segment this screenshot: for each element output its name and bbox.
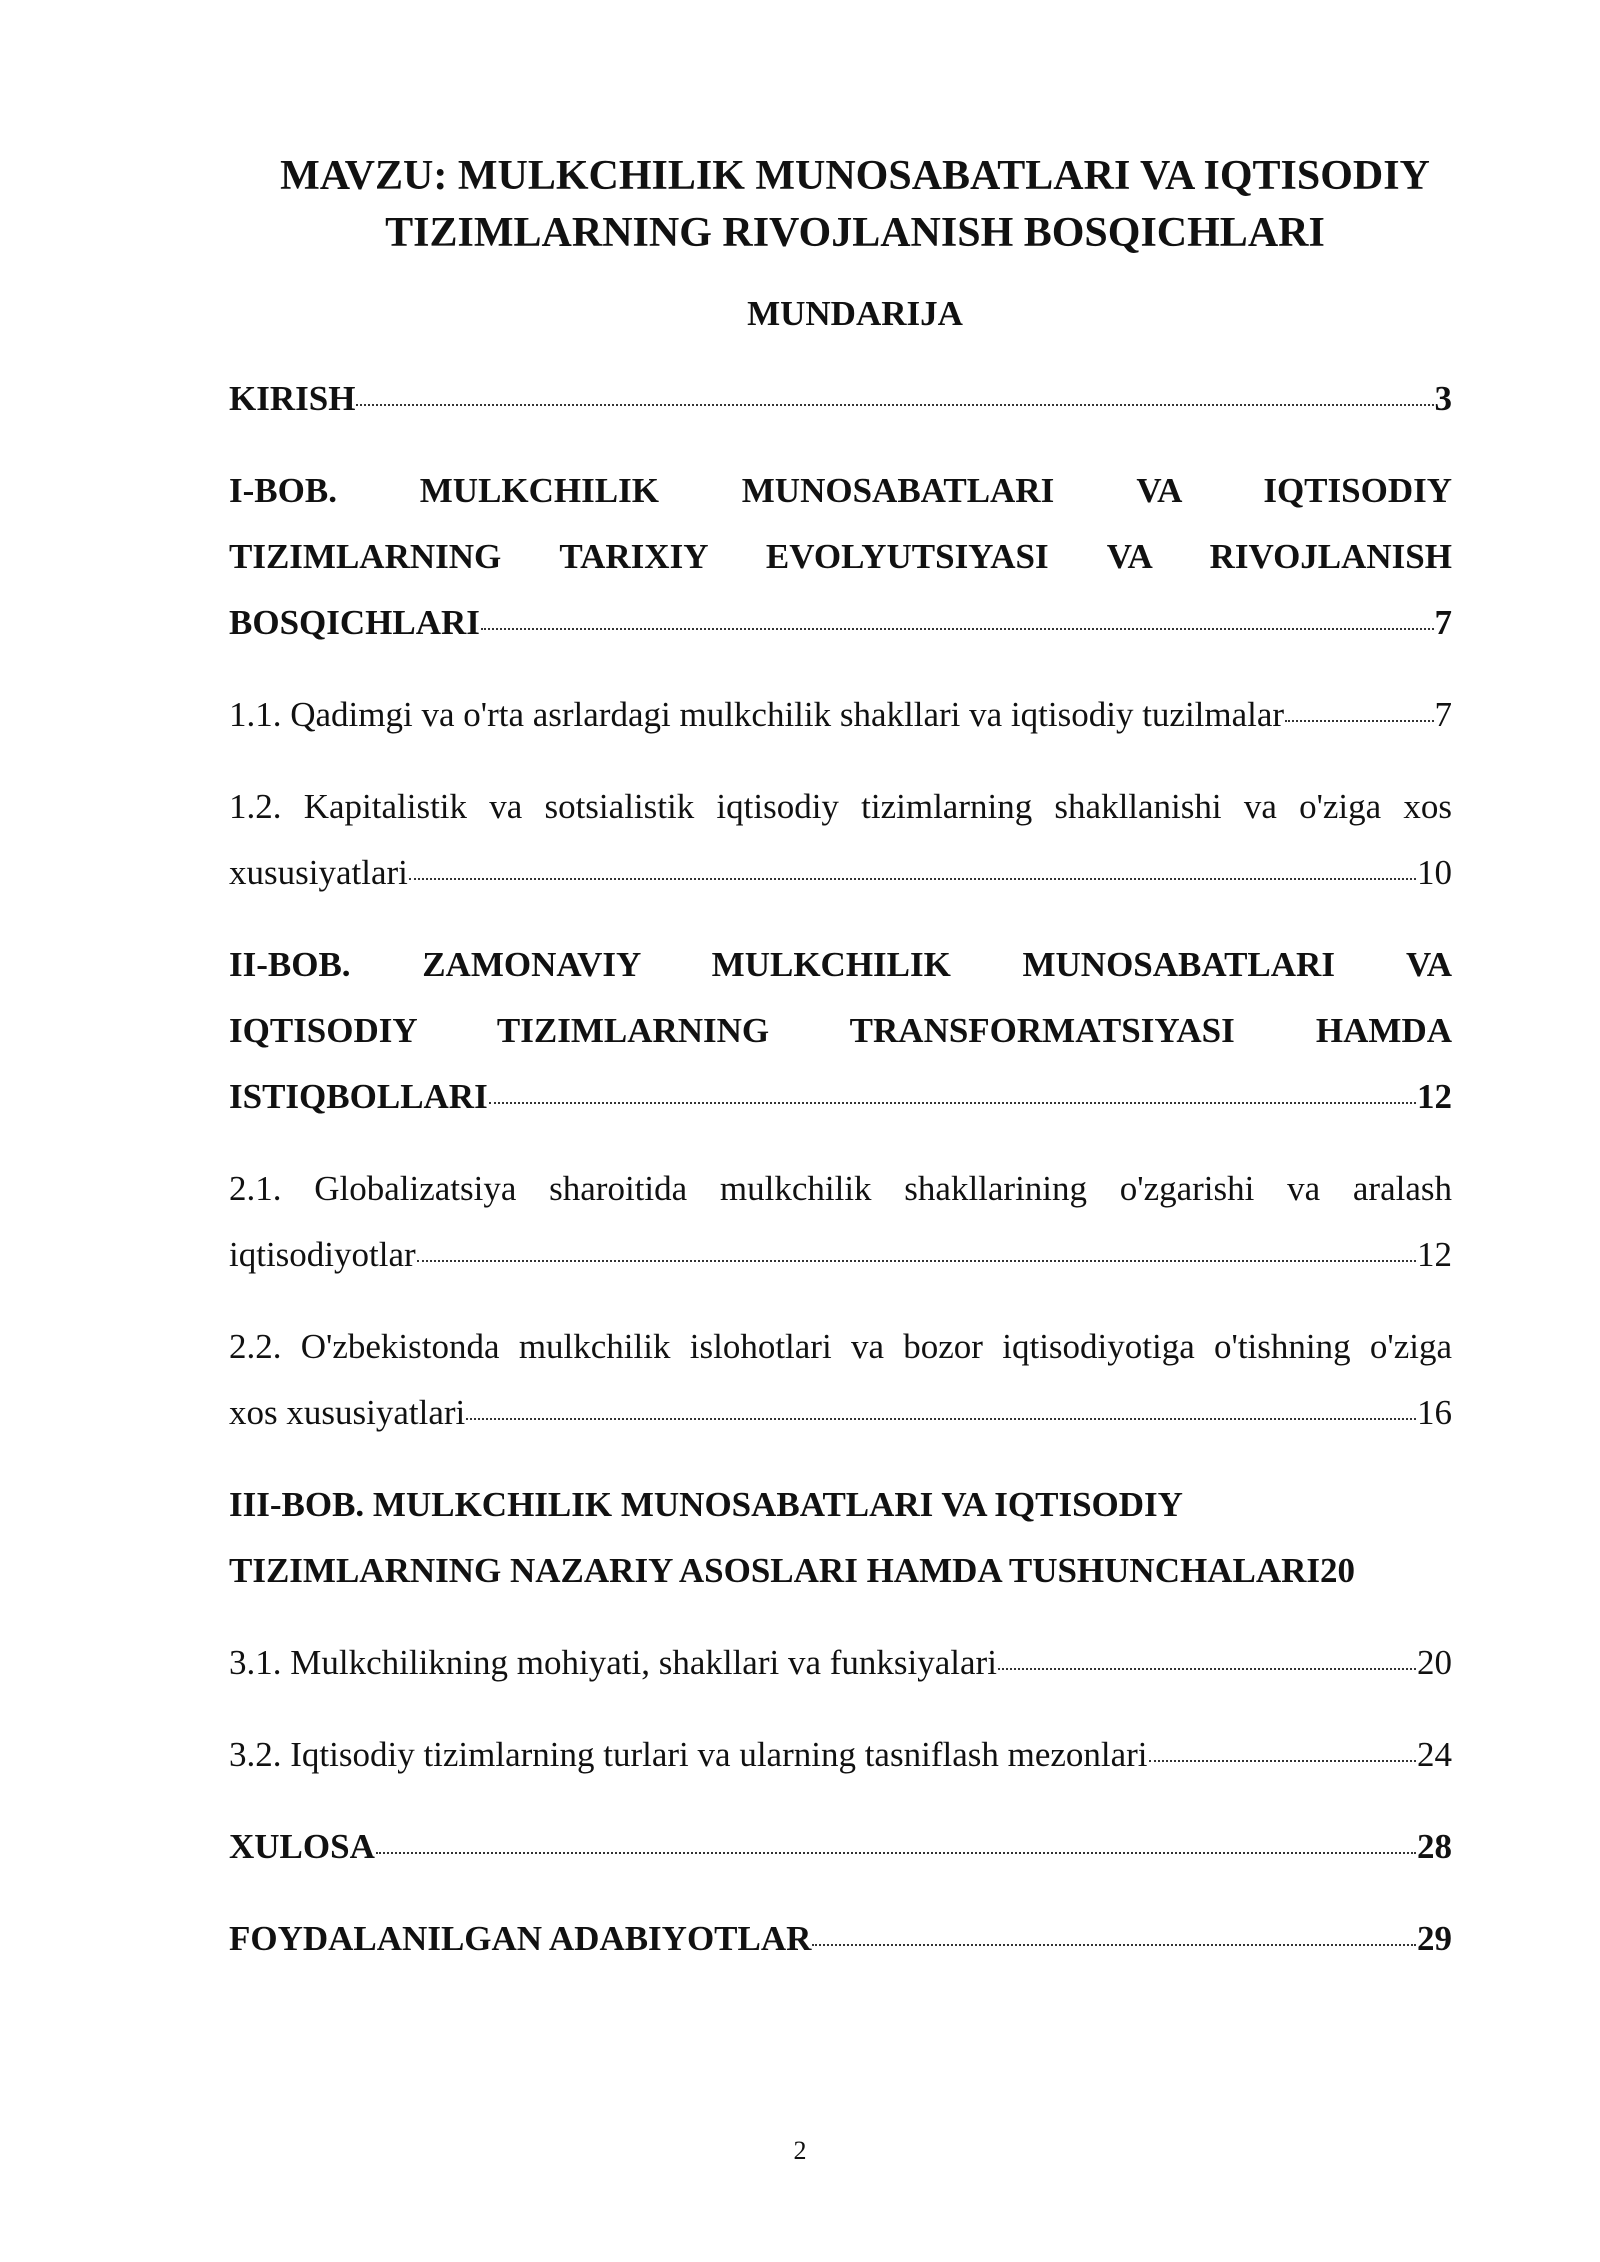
toc-entry-label-line: 2.1. Globalizatsiya sharoitida mulkchilik shakllarining o'zgarishi va aralash [229, 1169, 1452, 1208]
toc-page-number: 10 [1417, 853, 1452, 892]
dot-leader [417, 1260, 1416, 1262]
toc-entry-xulosa[interactable] [229, 1814, 1452, 1880]
toc-page-number: 28 [1417, 1827, 1452, 1866]
toc-page-number: 3 [1434, 379, 1452, 418]
toc-entry-label-line: BOSQICHLARI [229, 603, 480, 642]
title-line-1: MAVZU: MULKCHILIK MUNOSABATLARI VA IQTISODIY [280, 153, 1430, 199]
toc-page-number: 16 [1417, 1393, 1452, 1432]
toc-page-number: 7 [1434, 695, 1452, 734]
toc-page-number: 24 [1417, 1735, 1452, 1774]
dot-leader [1149, 1760, 1416, 1762]
toc-entry-label-line: II-BOB. ZAMONAVIY MULKCHILIK MUNOSABATLARI VA [229, 945, 1452, 984]
page-number: 2 [793, 2136, 807, 2165]
toc-page-number: 29 [1417, 1919, 1452, 1958]
dot-leader [1285, 720, 1433, 722]
toc-page-number: 7 [1434, 603, 1452, 642]
toc-entry-label-line: ISTIQBOLLARI [229, 1077, 488, 1116]
toc-entry-label-line: 1.2. Kapitalistik va sotsialistik iqtisodiy tizimlarning shakllanishi va o'ziga xos [229, 787, 1452, 826]
dot-leader [812, 1944, 1416, 1946]
toc-page-number: 12 [1417, 1235, 1452, 1274]
toc-page-number: 12 [1417, 1077, 1452, 1116]
toc-entry-section-2-2[interactable] [229, 1314, 1452, 1446]
dot-leader [356, 404, 1433, 406]
document-title [200, 148, 1510, 262]
toc-entry-chapter-1[interactable] [229, 458, 1452, 656]
toc-entry-label: FOYDALANILGAN ADABIYOTLAR [229, 1919, 812, 1958]
toc-entry-label: 1.1. Qadimgi va o'rta asrlardagi mulkchilik shakllari va iqtisodiy tuzilmalar [229, 695, 1285, 734]
toc-page-number: 20 [1417, 1643, 1452, 1682]
toc-entry-label-line: TIZIMLARNING TARIXIY EVOLYUTSIYASI VA RIVOJLANISH [229, 537, 1452, 576]
dot-leader [409, 878, 1416, 880]
toc-entry-label-line: IQTISODIY TIZIMLARNING TRANSFORMATSIYASI HAMDA [229, 1011, 1452, 1050]
title-line-2: TIZIMLARNING RIVOJLANISH BOSQICHLARI [385, 210, 1325, 256]
toc-entry-label-line: xususiyatlari [229, 853, 408, 892]
toc-entry-label-line: III-BOB. MULKCHILIK MUNOSABATLARI VA IQTISODIY [229, 1485, 1183, 1524]
dot-leader [489, 1102, 1416, 1104]
toc-entry-section-1-2[interactable] [229, 774, 1452, 906]
dot-leader [376, 1852, 1416, 1854]
toc-entry-label: XULOSA [229, 1827, 375, 1866]
dot-leader [481, 628, 1434, 630]
dot-leader [466, 1418, 1416, 1420]
toc-entry-adabiyotlar[interactable] [229, 1906, 1452, 1972]
dot-leader [998, 1668, 1416, 1670]
toc-entry-label-line: iqtisodiyotlar [229, 1235, 416, 1274]
toc-entry-section-3-1[interactable] [229, 1630, 1452, 1696]
toc-entry-label-line: 2.2. O'zbekistonda mulkchilik islohotlari va bozor iqtisodiyotiga o'tishning o'ziga [229, 1327, 1452, 1366]
toc-entry-kirish[interactable] [229, 366, 1452, 432]
toc-entry-section-2-1[interactable] [229, 1156, 1452, 1288]
toc-entry-label-line: xos xususiyatlari [229, 1393, 466, 1432]
toc-heading: MUNDARIJA [747, 294, 963, 333]
toc-entry-label: 3.1. Mulkchilikning mohiyati, shakllari va funksiyalari [229, 1643, 997, 1682]
toc-page-number: 20 [1320, 1551, 1355, 1590]
table-of-contents [229, 366, 1452, 1998]
toc-entry-label: KIRISH [229, 379, 356, 418]
toc-entry-label-line: TIZIMLARNING NAZARIY ASOSLARI HAMDA TUSHUNCHALARI [229, 1551, 1320, 1590]
toc-entry-chapter-3[interactable] [229, 1472, 1452, 1604]
toc-entry-section-3-2[interactable] [229, 1722, 1452, 1788]
toc-entry-section-1-1[interactable] [229, 682, 1452, 748]
toc-entry-label: 3.2. Iqtisodiy tizimlarning turlari va ularning tasniflash mezonlari [229, 1735, 1148, 1774]
toc-entry-label-line: I-BOB. MULKCHILIK MUNOSABATLARI VA IQTISODIY [229, 471, 1452, 510]
toc-entry-chapter-2[interactable] [229, 932, 1452, 1130]
